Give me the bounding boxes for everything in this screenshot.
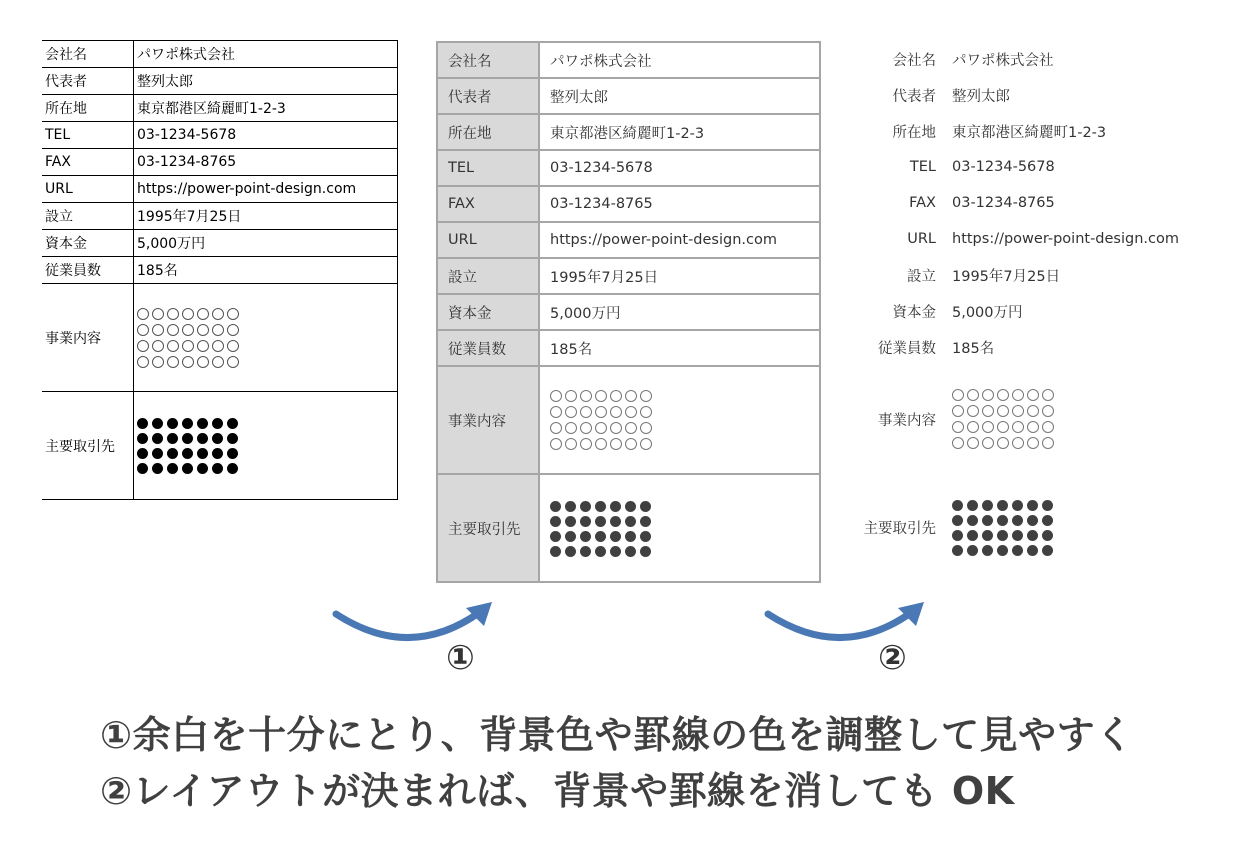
row-value: 185名 bbox=[952, 340, 995, 357]
placeholder-circle-icon bbox=[610, 422, 622, 434]
table-row bbox=[856, 293, 1236, 329]
placeholder-circle-icon bbox=[1012, 389, 1024, 401]
row-label: 代表者 bbox=[892, 88, 936, 105]
placeholder-dot-icon bbox=[967, 500, 978, 511]
placeholder-circle-icon bbox=[152, 340, 164, 352]
placeholder-dot-icon bbox=[595, 501, 606, 512]
placeholder-circle-icon bbox=[997, 405, 1009, 417]
placeholder-circle-icon bbox=[197, 356, 209, 368]
company-table-borderless bbox=[856, 41, 1236, 581]
placeholder-dot-icon bbox=[997, 515, 1008, 526]
placeholder-dot-icon bbox=[550, 516, 561, 527]
placeholder-circle-icon bbox=[952, 437, 964, 449]
table-row bbox=[437, 258, 820, 294]
table-row bbox=[437, 222, 820, 258]
row-label: URL bbox=[437, 222, 539, 258]
row-label: 代表者 bbox=[42, 68, 134, 95]
placeholder-circle-icon bbox=[1027, 389, 1039, 401]
row-label: 従業員数 bbox=[878, 340, 936, 357]
row-label: TEL bbox=[42, 122, 134, 149]
placeholder-dot-icon bbox=[640, 546, 651, 557]
row-label: 事業内容 bbox=[878, 412, 936, 429]
row-label: 代表者 bbox=[437, 78, 539, 114]
placeholder-circle-icon bbox=[565, 438, 577, 450]
placeholder-dot-icon bbox=[1042, 530, 1053, 541]
placeholder-dot-icon bbox=[227, 418, 238, 429]
table-row bbox=[856, 185, 1236, 221]
placeholder-circle-icon bbox=[1042, 437, 1054, 449]
placeholder-circle-icon bbox=[625, 406, 637, 418]
row-label: URL bbox=[907, 231, 936, 247]
placeholder-circle-icon bbox=[550, 438, 562, 450]
row-label: 設立 bbox=[437, 258, 539, 294]
placeholder-dot-icon bbox=[212, 463, 223, 474]
placeholder-dot-icon bbox=[982, 530, 993, 541]
row-label: TEL bbox=[437, 150, 539, 186]
placeholder-circle-icon bbox=[640, 422, 652, 434]
placeholder-dot-icon bbox=[565, 516, 576, 527]
placeholder-circle-icon bbox=[182, 356, 194, 368]
table-row bbox=[856, 77, 1236, 113]
table-row bbox=[42, 176, 398, 203]
placeholder-dot-icon bbox=[197, 448, 208, 459]
placeholder-circle-icon bbox=[212, 356, 224, 368]
placeholder-circle-icon bbox=[227, 324, 239, 336]
table-row bbox=[856, 221, 1236, 257]
placeholder-dot-icon bbox=[1042, 515, 1053, 526]
placeholder-dot-icon bbox=[197, 433, 208, 444]
row-value: https://power-point-design.com bbox=[134, 176, 398, 203]
placeholder-dot-icon bbox=[580, 516, 591, 527]
placeholder-circle-icon bbox=[1012, 405, 1024, 417]
placeholder-dot-icon bbox=[227, 448, 238, 459]
placeholder-circle-icon bbox=[167, 340, 179, 352]
placeholder-dot-icon bbox=[182, 433, 193, 444]
row-label: 設立 bbox=[907, 268, 936, 285]
placeholder-circle-icon bbox=[197, 324, 209, 336]
row-value: 整列太郎 bbox=[539, 78, 820, 114]
placeholder-dot-icon bbox=[137, 463, 148, 474]
placeholder-circle-icon bbox=[595, 422, 607, 434]
placeholder-dot-icon bbox=[167, 463, 178, 474]
placeholder-dot-icon bbox=[550, 546, 561, 557]
placeholder-circle-icon bbox=[1042, 421, 1054, 433]
placeholder-circle-icon bbox=[625, 422, 637, 434]
business-placeholder bbox=[539, 366, 820, 474]
row-label: 従業員数 bbox=[42, 257, 134, 284]
row-label: 資本金 bbox=[42, 230, 134, 257]
placeholder-circle-icon bbox=[550, 390, 562, 402]
circle-placeholder-grid bbox=[550, 390, 655, 450]
placeholder-dot-icon bbox=[967, 515, 978, 526]
placeholder-dot-icon bbox=[640, 531, 651, 542]
row-label: 会社名 bbox=[892, 52, 936, 69]
placeholder-dot-icon bbox=[167, 433, 178, 444]
placeholder-circle-icon bbox=[580, 422, 592, 434]
placeholder-dot-icon bbox=[212, 418, 223, 429]
placeholder-circle-icon bbox=[550, 406, 562, 418]
placeholder-circle-icon bbox=[1042, 389, 1054, 401]
table-row bbox=[42, 392, 398, 500]
placeholder-dot-icon bbox=[167, 448, 178, 459]
table-row bbox=[437, 474, 820, 582]
placeholder-circle-icon bbox=[997, 421, 1009, 433]
row-value: 185名 bbox=[539, 330, 820, 366]
table-row bbox=[42, 95, 398, 122]
row-value: 整列太郎 bbox=[952, 88, 1010, 105]
row-value: パワポ株式会社 bbox=[952, 52, 1054, 69]
row-value: 1995年7月25日 bbox=[134, 203, 398, 230]
row-value: 03-1234-8765 bbox=[952, 195, 1055, 211]
placeholder-dot-icon bbox=[197, 463, 208, 474]
row-label: 主要取引先 bbox=[42, 392, 134, 500]
placeholder-dot-icon bbox=[565, 531, 576, 542]
row-value: 5,000万円 bbox=[952, 304, 1023, 321]
business-placeholder bbox=[944, 365, 1236, 473]
placeholder-dot-icon bbox=[1027, 515, 1038, 526]
dot-placeholder-grid bbox=[550, 501, 655, 557]
row-label: FAX bbox=[909, 195, 936, 211]
placeholder-circle-icon bbox=[1027, 421, 1039, 433]
table-row bbox=[856, 257, 1236, 293]
row-label: FAX bbox=[42, 149, 134, 176]
placeholder-dot-icon bbox=[565, 546, 576, 557]
table-row bbox=[856, 365, 1236, 473]
placeholder-circle-icon bbox=[982, 421, 994, 433]
placeholder-circle-icon bbox=[997, 389, 1009, 401]
placeholder-dot-icon bbox=[580, 531, 591, 542]
placeholder-circle-icon bbox=[137, 340, 149, 352]
row-value: https://power-point-design.com bbox=[952, 231, 1179, 247]
row-value: 03-1234-8765 bbox=[539, 186, 820, 222]
row-label: 会社名 bbox=[437, 42, 539, 78]
row-label: 従業員数 bbox=[437, 330, 539, 366]
placeholder-dot-icon bbox=[1042, 545, 1053, 556]
table-row bbox=[437, 114, 820, 150]
table-row bbox=[856, 329, 1236, 365]
step-number-2: ② bbox=[878, 638, 907, 678]
placeholder-circle-icon bbox=[1012, 437, 1024, 449]
table-row bbox=[856, 473, 1236, 581]
placeholder-dot-icon bbox=[1012, 515, 1023, 526]
row-value: 東京都港区綺麗町1-2-3 bbox=[952, 124, 1107, 141]
placeholder-circle-icon bbox=[565, 422, 577, 434]
clients-placeholder bbox=[539, 474, 820, 582]
placeholder-circle-icon bbox=[982, 437, 994, 449]
placeholder-dot-icon bbox=[967, 530, 978, 541]
placeholder-circle-icon bbox=[227, 308, 239, 320]
placeholder-dot-icon bbox=[952, 530, 963, 541]
placeholder-dot-icon bbox=[1012, 545, 1023, 556]
placeholder-circle-icon bbox=[952, 421, 964, 433]
row-value: 03-1234-5678 bbox=[952, 159, 1055, 175]
placeholder-dot-icon bbox=[227, 463, 238, 474]
placeholder-circle-icon bbox=[982, 405, 994, 417]
table-row bbox=[437, 330, 820, 366]
placeholder-dot-icon bbox=[640, 501, 651, 512]
placeholder-dot-icon bbox=[952, 500, 963, 511]
placeholder-dot-icon bbox=[167, 418, 178, 429]
placeholder-circle-icon bbox=[197, 340, 209, 352]
table-row bbox=[42, 41, 398, 68]
circle-placeholder-grid bbox=[137, 308, 242, 368]
table-row bbox=[856, 113, 1236, 149]
placeholder-dot-icon bbox=[625, 531, 636, 542]
placeholder-circle-icon bbox=[137, 356, 149, 368]
table-row bbox=[42, 122, 398, 149]
placeholder-circle-icon bbox=[197, 308, 209, 320]
placeholder-circle-icon bbox=[610, 390, 622, 402]
placeholder-dot-icon bbox=[640, 516, 651, 527]
table-row bbox=[437, 366, 820, 474]
placeholder-circle-icon bbox=[580, 390, 592, 402]
placeholder-dot-icon bbox=[610, 531, 621, 542]
placeholder-dot-icon bbox=[595, 546, 606, 557]
placeholder-circle-icon bbox=[997, 437, 1009, 449]
row-value: 03-1234-8765 bbox=[134, 149, 398, 176]
placeholder-dot-icon bbox=[982, 515, 993, 526]
placeholder-circle-icon bbox=[1042, 405, 1054, 417]
row-label: 事業内容 bbox=[42, 284, 134, 392]
placeholder-circle-icon bbox=[137, 324, 149, 336]
placeholder-circle-icon bbox=[982, 389, 994, 401]
row-value: 1995年7月25日 bbox=[952, 268, 1061, 285]
row-value: 03-1234-5678 bbox=[134, 122, 398, 149]
placeholder-dot-icon bbox=[1027, 500, 1038, 511]
placeholder-circle-icon bbox=[152, 308, 164, 320]
placeholder-circle-icon bbox=[167, 356, 179, 368]
placeholder-dot-icon bbox=[1027, 545, 1038, 556]
placeholder-dot-icon bbox=[952, 545, 963, 556]
placeholder-dot-icon bbox=[1012, 530, 1023, 541]
placeholder-circle-icon bbox=[640, 390, 652, 402]
placeholder-circle-icon bbox=[137, 308, 149, 320]
row-value: 5,000万円 bbox=[134, 230, 398, 257]
placeholder-circle-icon bbox=[565, 406, 577, 418]
row-label: 事業内容 bbox=[437, 366, 539, 474]
placeholder-dot-icon bbox=[137, 418, 148, 429]
row-label: 所在地 bbox=[892, 124, 936, 141]
caption-line-2: ②レイアウトが決まれば、背景や罫線を消しても OK bbox=[100, 769, 1015, 813]
placeholder-dot-icon bbox=[152, 433, 163, 444]
row-label: 所在地 bbox=[42, 95, 134, 122]
placeholder-circle-icon bbox=[952, 389, 964, 401]
table-row bbox=[42, 149, 398, 176]
table-row bbox=[42, 203, 398, 230]
placeholder-circle-icon bbox=[952, 405, 964, 417]
placeholder-circle-icon bbox=[167, 324, 179, 336]
table-row bbox=[42, 284, 398, 392]
placeholder-dot-icon bbox=[1042, 500, 1053, 511]
placeholder-circle-icon bbox=[227, 340, 239, 352]
placeholder-dot-icon bbox=[1012, 500, 1023, 511]
placeholder-circle-icon bbox=[580, 438, 592, 450]
company-table-plain bbox=[42, 40, 398, 500]
placeholder-circle-icon bbox=[550, 422, 562, 434]
business-placeholder bbox=[134, 284, 398, 392]
placeholder-circle-icon bbox=[212, 324, 224, 336]
placeholder-dot-icon bbox=[137, 448, 148, 459]
placeholder-dot-icon bbox=[212, 433, 223, 444]
step-number-1: ① bbox=[446, 638, 475, 678]
row-value: https://power-point-design.com bbox=[539, 222, 820, 258]
placeholder-dot-icon bbox=[550, 531, 561, 542]
placeholder-circle-icon bbox=[227, 356, 239, 368]
table-row bbox=[42, 230, 398, 257]
placeholder-circle-icon bbox=[610, 406, 622, 418]
table-row bbox=[42, 68, 398, 95]
row-label: 主要取引先 bbox=[863, 520, 936, 537]
clients-placeholder bbox=[134, 392, 398, 500]
placeholder-dot-icon bbox=[982, 545, 993, 556]
row-value: 1995年7月25日 bbox=[539, 258, 820, 294]
placeholder-dot-icon bbox=[997, 530, 1008, 541]
placeholder-dot-icon bbox=[952, 515, 963, 526]
clients-placeholder bbox=[944, 473, 1236, 581]
placeholder-dot-icon bbox=[1027, 530, 1038, 541]
placeholder-circle-icon bbox=[967, 405, 979, 417]
placeholder-dot-icon bbox=[550, 501, 561, 512]
row-value: 03-1234-5678 bbox=[539, 150, 820, 186]
dot-placeholder-grid bbox=[137, 418, 242, 474]
placeholder-dot-icon bbox=[982, 500, 993, 511]
placeholder-dot-icon bbox=[997, 500, 1008, 511]
placeholder-circle-icon bbox=[640, 406, 652, 418]
placeholder-circle-icon bbox=[182, 340, 194, 352]
placeholder-circle-icon bbox=[212, 340, 224, 352]
table-row bbox=[856, 41, 1236, 77]
circle-placeholder-grid bbox=[952, 389, 1057, 449]
placeholder-circle-icon bbox=[1027, 405, 1039, 417]
placeholder-dot-icon bbox=[152, 418, 163, 429]
caption-line-1: ①余白を十分にとり、背景色や罫線の色を調整して見やすく bbox=[100, 713, 1134, 757]
placeholder-dot-icon bbox=[595, 531, 606, 542]
table-row bbox=[437, 294, 820, 330]
placeholder-dot-icon bbox=[152, 463, 163, 474]
row-label: 会社名 bbox=[42, 41, 134, 68]
placeholder-circle-icon bbox=[610, 438, 622, 450]
placeholder-dot-icon bbox=[565, 501, 576, 512]
placeholder-circle-icon bbox=[152, 324, 164, 336]
row-value: 5,000万円 bbox=[539, 294, 820, 330]
placeholder-dot-icon bbox=[997, 545, 1008, 556]
placeholder-dot-icon bbox=[137, 433, 148, 444]
row-value: パワポ株式会社 bbox=[134, 41, 398, 68]
placeholder-circle-icon bbox=[640, 438, 652, 450]
placeholder-dot-icon bbox=[182, 448, 193, 459]
placeholder-circle-icon bbox=[967, 421, 979, 433]
row-label: 設立 bbox=[42, 203, 134, 230]
table-row bbox=[437, 150, 820, 186]
row-label: 資本金 bbox=[437, 294, 539, 330]
placeholder-dot-icon bbox=[610, 516, 621, 527]
placeholder-dot-icon bbox=[580, 501, 591, 512]
dot-placeholder-grid bbox=[952, 500, 1057, 556]
placeholder-circle-icon bbox=[182, 324, 194, 336]
placeholder-dot-icon bbox=[625, 546, 636, 557]
placeholder-circle-icon bbox=[565, 390, 577, 402]
table-row bbox=[437, 186, 820, 222]
row-label: FAX bbox=[437, 186, 539, 222]
placeholder-dot-icon bbox=[152, 448, 163, 459]
placeholder-dot-icon bbox=[580, 546, 591, 557]
placeholder-circle-icon bbox=[967, 437, 979, 449]
placeholder-dot-icon bbox=[182, 418, 193, 429]
placeholder-circle-icon bbox=[152, 356, 164, 368]
placeholder-dot-icon bbox=[625, 516, 636, 527]
placeholder-dot-icon bbox=[967, 545, 978, 556]
placeholder-circle-icon bbox=[967, 389, 979, 401]
placeholder-dot-icon bbox=[227, 433, 238, 444]
placeholder-circle-icon bbox=[595, 406, 607, 418]
placeholder-dot-icon bbox=[610, 501, 621, 512]
placeholder-circle-icon bbox=[595, 438, 607, 450]
placeholder-circle-icon bbox=[625, 390, 637, 402]
placeholder-circle-icon bbox=[1012, 421, 1024, 433]
table-row bbox=[856, 149, 1236, 185]
row-label: URL bbox=[42, 176, 134, 203]
table-row bbox=[437, 78, 820, 114]
placeholder-circle-icon bbox=[182, 308, 194, 320]
row-value: 東京都港区綺麗町1-2-3 bbox=[539, 114, 820, 150]
placeholder-dot-icon bbox=[595, 516, 606, 527]
row-value: 185名 bbox=[134, 257, 398, 284]
table-row bbox=[42, 257, 398, 284]
table-row bbox=[437, 42, 820, 78]
placeholder-circle-icon bbox=[1027, 437, 1039, 449]
placeholder-dot-icon bbox=[197, 418, 208, 429]
placeholder-dot-icon bbox=[182, 463, 193, 474]
row-label: TEL bbox=[909, 159, 936, 175]
row-value: 東京都港区綺麗町1-2-3 bbox=[134, 95, 398, 122]
row-value: 整列太郎 bbox=[134, 68, 398, 95]
placeholder-circle-icon bbox=[580, 406, 592, 418]
placeholder-circle-icon bbox=[212, 308, 224, 320]
company-table-styled bbox=[436, 41, 821, 583]
row-value: パワポ株式会社 bbox=[539, 42, 820, 78]
placeholder-dot-icon bbox=[625, 501, 636, 512]
row-label: 所在地 bbox=[437, 114, 539, 150]
row-label: 主要取引先 bbox=[437, 474, 539, 582]
placeholder-circle-icon bbox=[625, 438, 637, 450]
placeholder-dot-icon bbox=[212, 448, 223, 459]
placeholder-dot-icon bbox=[610, 546, 621, 557]
placeholder-circle-icon bbox=[595, 390, 607, 402]
row-label: 資本金 bbox=[892, 304, 936, 321]
placeholder-circle-icon bbox=[167, 308, 179, 320]
